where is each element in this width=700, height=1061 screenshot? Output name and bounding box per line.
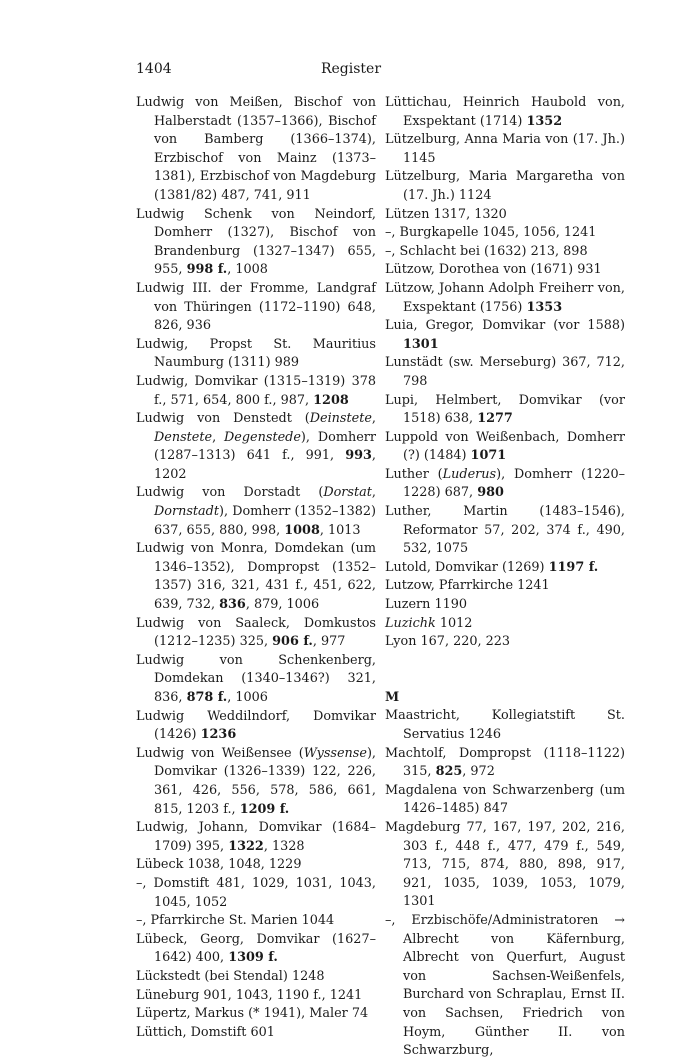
index-entry (385, 261, 625, 280)
page-ref-main: 1209 f. (239, 801, 290, 817)
entry-text: Lübeck, Georg, Domvikar (1627–1642) 400, (136, 931, 376, 966)
page-ref-main: 1236 (200, 727, 237, 743)
entry-text: Luther, Martin (1483–1546), Reformator 57, 202, 374 f., 490, 532, 1075 (385, 504, 625, 557)
index-entry (385, 429, 625, 466)
page-ref-main: 906 f. (272, 634, 313, 650)
entry-text: 1012 (435, 615, 473, 631)
index-entry (385, 206, 625, 225)
entry-text: Lützelburg, Anna Maria von (17. Jh.) 1145 (385, 132, 625, 166)
page-ref-main: 1197 f. (548, 559, 599, 575)
page-ref-main: 1353 (526, 299, 563, 315)
variant-name: Luzichk (385, 615, 436, 631)
index-entry (136, 336, 376, 373)
entry-text: Lüttich, Domstift 601 (136, 1024, 275, 1040)
entry-text: , 1006 (227, 690, 268, 705)
index-entry (385, 633, 625, 652)
entry-text: Lützelburg, Maria Margaretha von (17. Jh.) 1124 (385, 169, 625, 203)
index-entry (385, 503, 625, 559)
variant-name: Dorstat (323, 485, 372, 501)
page-ref-main: 998 f. (186, 262, 228, 278)
index-entry (385, 168, 625, 205)
entry-text: Ludwig von Dorstadt ( (136, 485, 324, 501)
entry-text: Lübeck 1038, 1048, 1229 (136, 857, 302, 873)
page-ref-main: 878 f. (186, 690, 228, 705)
index-entry (385, 354, 625, 391)
page-ref-main: 1322 (228, 838, 264, 854)
entry-text: –, Pfarrkirche St. Marien 1044 (136, 913, 335, 929)
entry-text: Ludwig von Monra, Domdekan (um 1346–1352), Dompropst (1352–1357) 316, 321, 431 f., 451, 622, 639, 732, (136, 541, 376, 613)
entry-text: –, Erzbischöfe/Administratoren → Albrecht von Käfernburg, Albrecht von Querfurt, August von Sachsen-Weißenfels, Burchard von Schraplau, Ernst II. von Sachsen, Friedrich von Hoym, Günther II. von Schwarzburg, (385, 912, 625, 1059)
page-header (136, 61, 566, 81)
variant-name: Deinstete (309, 411, 372, 427)
section-letter-m: M (385, 689, 400, 705)
index-entry (385, 224, 625, 243)
entry-text: Luzern 1190 (385, 597, 468, 613)
page-ref-main: 1352 (526, 113, 563, 129)
index-entry (136, 856, 376, 875)
index-entry (136, 1024, 376, 1043)
entry-text: Ludwig, Propst St. Mauritius Naumburg (1311) 989 (136, 336, 376, 371)
index-entry (136, 987, 376, 1006)
index-entry (136, 652, 376, 708)
running-head: Register (320, 61, 382, 77)
entry-text: Lüneburg 901, 1043, 1190 f., 1241 (136, 987, 363, 1003)
page-ref-main: 1208 (313, 392, 349, 408)
index-entry (136, 819, 376, 856)
entry-text: Ludwig von Denstedt ( (136, 411, 310, 427)
entry-text: Lutzow, Pfarrkirche 1241 (385, 578, 550, 594)
left-column (136, 94, 376, 1042)
index-entry (136, 615, 376, 652)
entry-text: Lyon 167, 220, 223 (385, 634, 511, 650)
entry-text: Luppold von Weißenbach, Domherr (?) (1484) (385, 429, 625, 464)
index-entry (136, 1005, 376, 1024)
index-entry (385, 280, 625, 317)
entry-text: Lüttichau, Heinrich Haubold von, Exspektant (1714) (385, 95, 625, 129)
index-entry (136, 484, 376, 540)
entry-text: ), Domherr (1352–1382) 637, 655, 880, 998, (154, 504, 376, 538)
entry-text: , (371, 411, 376, 427)
page-ref-main: 1309 f. (228, 950, 278, 966)
entry-text: Lützow, Dorothea von (1671) 931 (385, 262, 602, 278)
entry-text: –, Schlacht bei (1632) 213, 898 (385, 243, 588, 259)
index-entry (385, 819, 625, 912)
index-entry (136, 410, 376, 484)
index-entry (136, 968, 376, 987)
entry-text: Lutold, Domvikar (1269) (385, 559, 549, 575)
index-entry (136, 540, 376, 614)
page-ref-main: 1008 (284, 522, 320, 538)
variant-name: Degenstede (224, 429, 301, 445)
entry-text: Magdalena von Schwarzenberg (um 1426–1485) 847 (385, 782, 625, 817)
right-column-m-entries (385, 707, 625, 1060)
page-ref-main: 1301 (403, 336, 439, 352)
index-entry (385, 131, 625, 168)
index-entry (385, 745, 625, 782)
page-number: 1404 (136, 61, 172, 77)
entry-text: Ludwig, Domvikar (1315–1319) 378 f., 571, 654, 800 f., 987, (136, 373, 376, 408)
entry-text: ), Domvikar (1326–1339) 122, 226, 361, 426, 556, 578, 586, 661, 815, 1203 f., (154, 745, 376, 817)
entry-text: Ludwig von Schenkenberg, Domdekan (1340–1346?) 321, 836, (136, 652, 376, 705)
entry-text: Lüpertz, Markus (* 1941), Maler 74 (136, 1006, 369, 1022)
index-entry (385, 317, 625, 354)
entry-text: , 1013 (319, 522, 361, 538)
entry-text: Lückstedt (bei Stendal) 1248 (136, 968, 325, 984)
index-entry (136, 206, 376, 280)
index-entry (385, 912, 625, 1061)
entry-text: , 1008 (227, 262, 268, 278)
variant-name: Denstete (154, 429, 213, 445)
entry-text: Ludwig III. der Fromme, Landgraf von Thüringen (1172–1190) 648, 826, 936 (136, 280, 376, 334)
variant-name: Wyssense (303, 745, 367, 761)
entry-text: Machtolf, Dompropst (1118–1122) 315, (385, 745, 625, 780)
page-ref-main: 836 (219, 597, 246, 613)
entry-text: , (371, 485, 376, 501)
right-column-l-entries (385, 94, 625, 652)
entry-text: Lützow, Johann Adolph Freiherr von, Exspektant (1756) (385, 280, 625, 315)
entry-text: Ludwig von Meißen, Bischof von Halberstadt (1357–1366), Bischof von Bamberg (1366–1374), Erzbischof von Mainz (1373–1381), Erzbischof von Magdeburg (1381/82) 487, 741, 911 (136, 95, 376, 203)
entry-text: Ludwig Schenk von Neindorf, Domherr (1327), Bischof von Brandenburg (1327–1347) 655, 955, (136, 206, 376, 278)
index-entry (136, 875, 376, 912)
entry-text: , 879, 1006 (245, 597, 320, 613)
entry-text: Ludwig, Johann, Domvikar (1684–1709) 395, (136, 820, 376, 854)
page-ref-main: 980 (477, 485, 504, 501)
entry-text: , (212, 429, 225, 445)
entry-text: Luther ( (385, 466, 443, 482)
page-ref-main: 993 (345, 448, 372, 464)
entry-text: , 1202 (154, 448, 376, 482)
index-entry (136, 94, 376, 206)
index-entry (385, 94, 625, 131)
entry-text: Ludwig von Weißensee ( (136, 745, 304, 761)
entry-text: Magdeburg 77, 167, 197, 202, 216, 303 f., 448 f., 477, 479 f., 549, 713, 715, 874, 880, 898, 917, 921, 1035, 1039, 1053, 1079, 1301 (385, 819, 625, 910)
entry-text: Lupi, Helmbert, Domvikar (vor 1518) 638, (385, 392, 625, 427)
entry-text: Ludwig von Saaleck, Domkustos (1212–1235) 325, (136, 615, 376, 650)
index-entry (385, 559, 625, 578)
entry-text: ), Domherr (1287–1313) 641 f., 991, (154, 429, 377, 464)
index-entry (136, 912, 376, 931)
index-entry (385, 782, 625, 819)
entry-text: Maastricht, Kollegiatstift St. Servatius 1246 (385, 708, 625, 742)
index-entry (385, 615, 625, 634)
index-entry (136, 708, 376, 745)
index-entry (385, 243, 625, 262)
entry-text: Ludwig Weddilndorf, Domvikar (1426) (136, 708, 376, 743)
entry-text: Lützen 1317, 1320 (385, 206, 507, 222)
index-entry (136, 745, 376, 819)
entry-text: , 972 (462, 764, 495, 780)
entry-text: Luia, Gregor, Domvikar (vor 1588) (385, 318, 625, 334)
index-entry (136, 280, 376, 336)
index-entry (385, 392, 625, 429)
index-entry (136, 931, 376, 968)
entry-text: –, Domstift 481, 1029, 1031, 1043, 1045, 1052 (136, 875, 376, 910)
index-entry (136, 373, 376, 410)
index-entry (385, 707, 625, 744)
page-ref-main: 1071 (470, 448, 507, 464)
right-column (385, 94, 625, 1061)
entry-text: ), Domherr (1220–1228) 687, (403, 466, 625, 501)
variant-name: Luderus (442, 466, 497, 482)
entry-text: –, Burgkapelle 1045, 1056, 1241 (385, 225, 597, 241)
index-entry (385, 577, 625, 596)
entry-text: Lunstädt (sw. Merseburg) 367, 712, 798 (385, 355, 625, 389)
variant-name: Dornstadt (154, 504, 219, 520)
entry-text: , 977 (312, 634, 346, 650)
page-ref-main: 1277 (477, 411, 513, 427)
index-entry (385, 466, 625, 503)
index-entry (385, 596, 625, 615)
page-ref-main: 825 (435, 764, 463, 780)
entry-text: , 1328 (263, 838, 305, 854)
